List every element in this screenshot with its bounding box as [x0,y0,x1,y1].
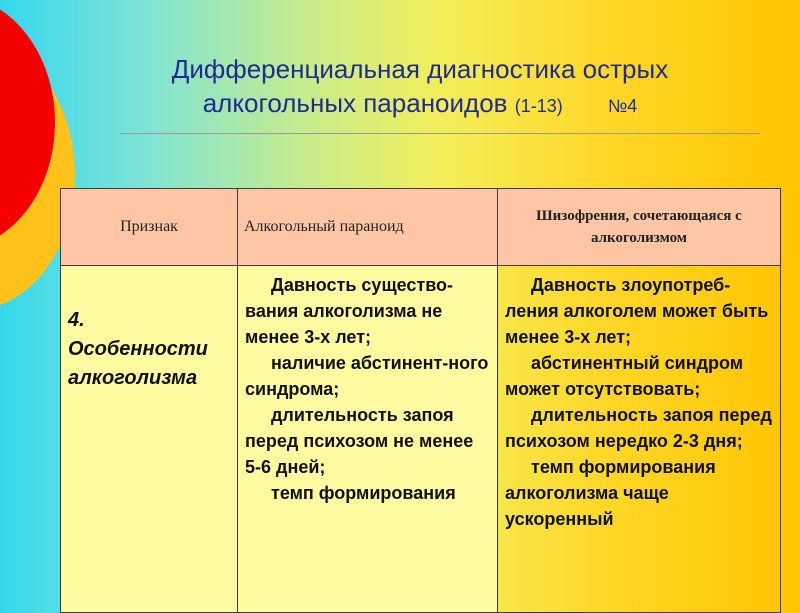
row-label: 4. Особенности алкоголизма [68,309,208,389]
row-label-cell [61,266,238,613]
header-sign: Признак [61,189,238,266]
title-line-2: алкогольных параноидов [202,88,508,118]
title-divider [120,133,760,134]
table-header-row [61,189,781,266]
title-range: (1-13) [514,96,563,116]
diagnosis-table [60,188,781,613]
header-schizophrenia: Шизофрения, сочетающаяся с алкоголизмом [498,189,781,266]
slide-title [100,52,740,123]
header-alcoholic-paranoid: Алкогольный параноид [238,189,498,266]
cell-paragraph: наличие абстинент-ного синдрома; [245,353,489,399]
cell-paragraph: длительность запоя перед психозом нередко 2-3 дня; [505,405,772,451]
slide-number: №4 [607,96,638,116]
cell-paragraph: Давность злоупотреб-ления алкоголем может быть менее 3-х лет; [505,275,769,347]
alcoholic-paranoid-cell [238,266,498,613]
title-line-1: Дифференциальная диагностика острых [171,54,669,84]
cell-paragraph: абстинентный синдром может отсутствовать; [505,353,744,399]
cell-paragraph: длительность запоя перед психозом не менее 5-6 дней; [245,405,474,477]
cell-paragraph: темп формирования алкоголизма чаще ускоренный [505,457,716,529]
cell-paragraph: темп формирования [271,483,456,503]
schizophrenia-cell [498,266,781,613]
cell-paragraph: Давность существо-вания алкоголизма не менее 3-х лет; [245,275,454,347]
table-row [61,266,781,613]
